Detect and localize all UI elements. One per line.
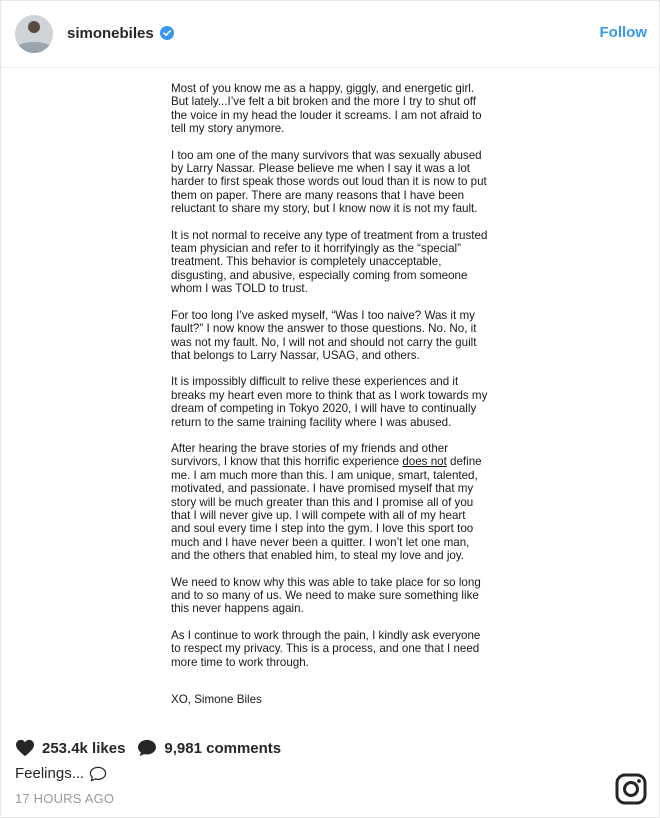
letter-line: whom I was TOLD to trust. (171, 282, 308, 296)
letter-line: fault?” I now know the answer to those questions. No. No, it (171, 322, 477, 336)
letter-line: more time to work through. (171, 655, 309, 669)
letter-line: It is impossibly difficult to relive these experiences and it (171, 375, 459, 389)
instagram-logo-icon[interactable] (615, 773, 647, 805)
letter-line: team physician and refer to it horrifyingly as the “special” (171, 242, 461, 256)
post-header (1, 1, 659, 68)
likes-count[interactable]: 253.4k likes (42, 739, 126, 757)
letter-paragraph (171, 375, 501, 429)
letter-line: much and I have never been a quitter. I won’t let one man, (171, 535, 470, 549)
avatar-image (15, 15, 53, 53)
letter-text (171, 82, 501, 719)
letter-line: to respect my privacy. This is a process, and one that I need (171, 642, 480, 656)
follow-button[interactable]: Follow (599, 24, 647, 41)
letter-line: return to the same training facility where I was abused. (171, 415, 452, 429)
post-timestamp[interactable]: 17 HOURS AGO (15, 791, 115, 806)
username-link[interactable]: simonebiles (67, 25, 154, 42)
letter-line: breaks my heart even more to think that as I work towards my (171, 388, 488, 402)
verified-badge-icon (160, 26, 174, 40)
letter-paragraph (171, 442, 501, 563)
letter-line: the voice in my head the louder it screams. I am not afraid to (171, 108, 482, 122)
letter-line: Most of you know me as a happy, giggly, and energetic girl. (171, 82, 475, 95)
letter-line: them on paper. There are many reasons that I have been (171, 188, 465, 202)
letter-paragraph (171, 309, 501, 363)
letter-line: treatment. This behavior is completely unacceptable, (171, 255, 442, 269)
speech-bubble-icon[interactable] (89, 766, 107, 782)
letter-line: that I will never give up. I will compete with all of my heart (171, 508, 466, 522)
letter-line: disgusting, and abusive, especially coming from someone (171, 268, 468, 282)
letter-line: But lately...I’ve felt a bit broken and the more I try to shut off (171, 95, 477, 109)
letter-line: tell my story anymore. (171, 122, 285, 136)
letter-paragraph (171, 149, 501, 216)
letter-line: dream of competing in Tokyo 2020, I will have to continually (171, 402, 477, 416)
letter-line: We need to know why this was able to take place for so long (171, 575, 481, 589)
letter-line: and the others that enabled him, to steal my love and joy. (171, 549, 465, 563)
letter-paragraph (171, 82, 501, 136)
letter-line: me. I am much more than this. I am unique, smart, talented, (171, 468, 478, 482)
letter-line: harder to first speak those words out loud than it is now to put (171, 175, 487, 189)
caption-text: Feelings... (15, 765, 85, 782)
comments-count[interactable]: 9,981 comments (164, 739, 282, 757)
letter-line: As I continue to work through the pain, I kindly ask everyone (171, 628, 481, 642)
letter-line: After hearing the brave stories of my friends and other (171, 441, 449, 455)
underlined-phrase: does not (402, 455, 447, 469)
letter-line: and to so many of us. We need to make sure something like (171, 589, 479, 602)
post-actions (15, 737, 293, 759)
letter-line: and soul every time I step into the gym. I love this sport too (171, 522, 474, 536)
comment-icon[interactable] (137, 739, 157, 757)
letter-line: survivors, I know that this horrific experience does not define (171, 455, 482, 469)
letter-line: reluctant to share my story, but I know now it is not my fault. (171, 202, 478, 216)
heart-icon[interactable] (15, 739, 35, 757)
letter-line: was not my fault. No, I will not and should not carry the guilt (171, 335, 477, 349)
letter-paragraph (171, 229, 501, 296)
letter-line: by Larry Nassar. Please believe me when I say it was a lot (171, 162, 470, 176)
letter-line: For too long I’ve asked myself, “Was I too naive? Was it my (171, 308, 475, 322)
letter-line: this never happens again. (171, 602, 304, 616)
letter-signature: XO, Simone Biles (171, 693, 262, 707)
letter-line: motivated, and passionate. I have promised myself that my (171, 482, 474, 496)
letter-line: that belongs to Larry Nassar, USAG, and others. (171, 348, 420, 362)
letter-line: story will be much greater than this and I promise all of you (171, 495, 474, 509)
letter-line: I too am one of the many survivors that was sexually abused (171, 148, 482, 162)
letter-paragraph (171, 576, 501, 616)
avatar[interactable] (15, 15, 53, 53)
caption (15, 765, 107, 782)
letter-paragraph (171, 629, 501, 669)
letter-line: It is not normal to receive any type of treatment from a trusted (171, 228, 488, 242)
